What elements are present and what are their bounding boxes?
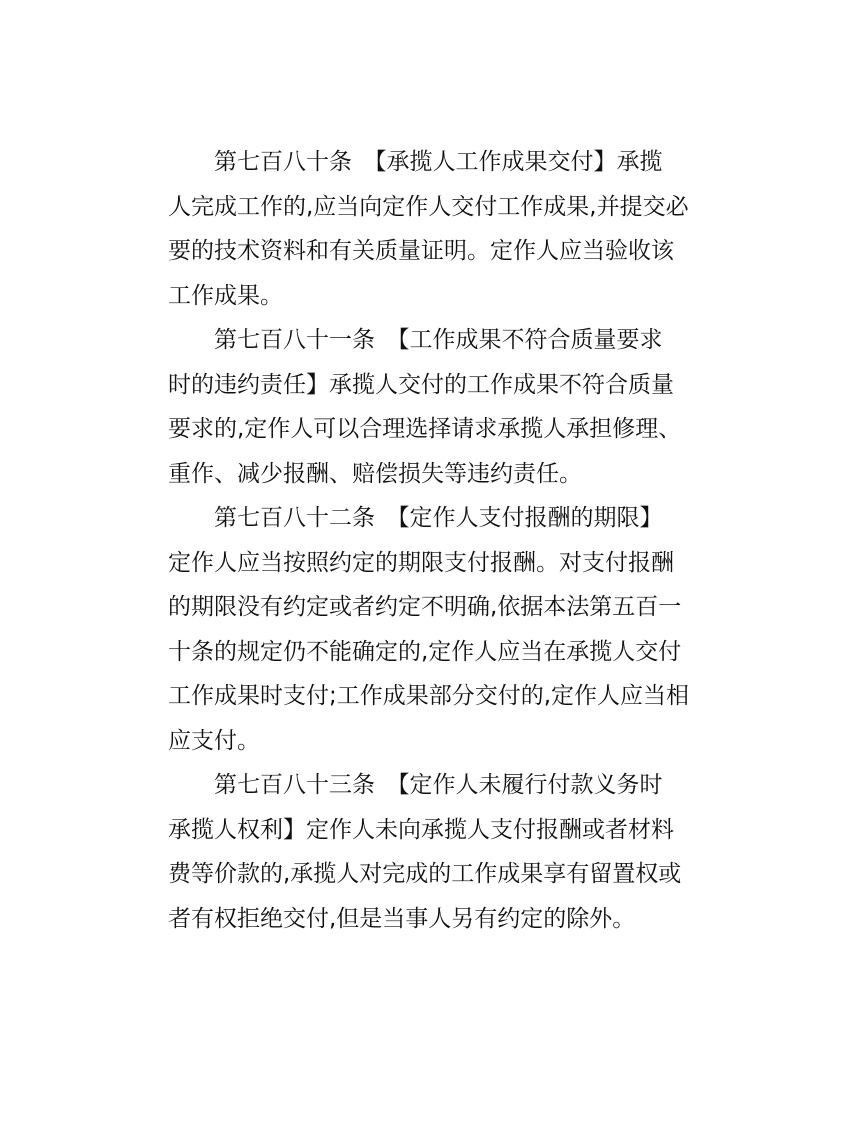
- article-line: 第七百八十条 【承揽人工作成果交付】承揽: [214, 149, 663, 175]
- article-line: 费等价款的,承揽人对完成的工作成果享有留置权或: [168, 861, 682, 887]
- article-782: [168, 496, 696, 763]
- article-line: 人完成工作的,应当向定作人交付工作成果,并提交必: [168, 193, 689, 220]
- article-line: 定作人应当按照约定的期限支付报酬。对支付报酬: [168, 549, 674, 576]
- article-line: 工作成果。: [168, 282, 283, 309]
- article-line: 承揽人权利】定作人未向承揽人支付报酬或者材料: [168, 816, 674, 843]
- article-line: 重作、减少报酬、赔偿损失等违约责任。: [168, 460, 582, 487]
- article-line: 时的违约责任】承揽人交付的工作成果不符合质量: [168, 371, 674, 398]
- article-line: 的期限没有约定或者约定不明确,依据本法第五百一: [168, 594, 682, 620]
- article-line: 者有权拒绝交付,但是当事人另有约定的除外。: [168, 905, 636, 932]
- article-line: 十条的规定仍不能确定的,定作人应当在承揽人交付: [168, 638, 682, 665]
- article-line: 工作成果时支付;工作成果部分交付的,定作人应当相: [168, 683, 690, 709]
- article-line: 要求的,定作人可以合理选择请求承揽人承担修理、: [168, 416, 682, 442]
- article-line: 第七百八十三条 【定作人未履行付款义务时: [214, 772, 663, 798]
- article-line: 应支付。: [168, 727, 260, 754]
- article-781: [168, 318, 696, 496]
- article-line: 要的技术资料和有关质量证明。定作人应当验收该: [168, 238, 674, 264]
- article-line: 第七百八十二条 【定作人支付报酬的期限】: [214, 505, 663, 531]
- article-780: [168, 140, 696, 318]
- document-body: [168, 140, 696, 941]
- article-line: 第七百八十一条 【工作成果不符合质量要求: [214, 327, 663, 353]
- article-783: [168, 763, 696, 941]
